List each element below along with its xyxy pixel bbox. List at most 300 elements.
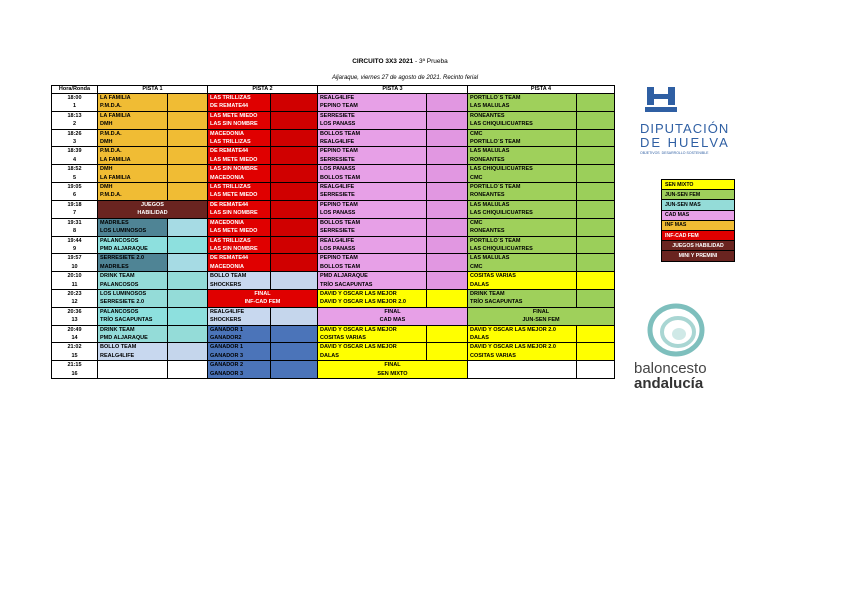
schedule-table [51,85,615,379]
pista-2-team: INF-CAD FEM [208,298,318,307]
round-number: 8 [52,227,98,236]
table-row [52,191,615,200]
pista-4-team: PORTILLO´S TEAM [468,183,577,192]
pista-2-result [271,165,318,174]
pista-1-result [168,138,208,147]
pista-2-team: MACEDONIA [208,263,271,272]
table-row [52,316,615,325]
pista-2-team: GANADOR2 [208,334,271,343]
pista-3-result [427,183,468,192]
table-row [52,156,615,165]
table-row [52,129,615,138]
pista-3-team: REALG4LIFE [318,183,427,192]
pista-1-result [168,316,208,325]
pista-4-team: RONEANTES [468,191,577,200]
pista-4-team: JUN-SEN FEM [468,316,615,325]
round-number: 5 [52,174,98,183]
pista-1-team: LA FAMILIA [98,94,168,103]
pista-4-team: LAS CHIQUILICUATRES [468,120,577,129]
pista-4-team: CMC [468,174,577,183]
pista-4-result [577,174,615,183]
pista-4-team: LAS CHIQUILICUATRES [468,165,577,174]
table-row [52,120,615,129]
pista-4-team: LAS MALULAS [468,102,577,111]
table-row [52,174,615,183]
pista-3-team: REALG4LIFE [318,94,427,103]
pista-2-result [271,334,318,343]
table-row [52,111,615,120]
pista-4-result [577,111,615,120]
pista-1-result [168,370,208,379]
pista-3-team: COSITAS VARIAS [318,334,427,343]
pista-1-team: DRINK TEAM [98,325,168,334]
table-row [52,138,615,147]
legend-item [662,210,735,220]
pista-2-result [271,307,318,316]
pista-2-team: FINAL [208,289,318,298]
header-pista-4: PISTA 4 [468,86,615,94]
round-number: 6 [52,191,98,200]
pista-3-result [427,129,468,138]
round-number: 1 [52,102,98,111]
pista-1-team: DRINK TEAM [98,272,168,281]
pista-1-team: P.M.D.A. [98,147,168,156]
pista-3-result [427,174,468,183]
legend-label: SEN MIXTO [662,180,735,190]
pista-4-team: DALAS [468,334,577,343]
pista-1-result [168,147,208,156]
pista-1-team: TRÍO SACAPUNTAS [98,316,168,325]
pista-2-team: GANADOR 3 [208,352,271,361]
pista-3-team: LOS PANASS [318,209,427,218]
pista-1-team: SERRESIETE 2.0 [98,298,168,307]
table-row [52,343,615,352]
pista-2-result [271,156,318,165]
pista-1-team: DMH [98,165,168,174]
pista-2-team: MACEDONIA [208,218,271,227]
legend-item [662,241,735,251]
pista-2-result [271,227,318,236]
pista-2-team: LAS SIN NOMBRE [208,245,271,254]
pista-1-result [168,102,208,111]
pista-3-team: DAVID Y OSCAR LAS MEJOR 2.0 [318,298,427,307]
diputacion-huelva-logo [640,85,740,160]
pista-2-result [271,325,318,334]
pista-1-result [168,156,208,165]
pista-4-result [577,343,615,352]
table-row [52,245,615,254]
pista-2-team: DE REMATE44 [208,254,271,263]
round-number: 11 [52,281,98,290]
pista-3-result [427,334,468,343]
pista-4-result [577,263,615,272]
pista-1-team [98,370,168,379]
header-pista-3: PISTA 3 [318,86,468,94]
round-time: 19:05 [52,183,98,192]
baloncesto-andalucia-logo [628,300,738,400]
pista-3-team: LOS PANASS [318,165,427,174]
table-row [52,325,615,334]
pista-1-team: DMH [98,183,168,192]
round-number: 7 [52,209,98,218]
pista-4-team: COSITAS VARIAS [468,272,577,281]
header-time: Hora/Ronda [52,86,98,94]
h-logo-icon [645,85,677,113]
pista-2-team: BOLLO TEAM [208,272,271,281]
pista-3-result [427,94,468,103]
pista-1-team: JUEGOS [98,200,208,209]
round-time: 19:31 [52,218,98,227]
pista-1-team: LA FAMILIA [98,111,168,120]
table-row [52,254,615,263]
pista-4-result [577,254,615,263]
pista-4-team: CMC [468,263,577,272]
logo-text-2: andalucía [634,375,704,392]
pista-3-result [427,200,468,209]
round-time: 18:26 [52,129,98,138]
pista-4-team: LAS MALULAS [468,200,577,209]
pista-3-result [427,147,468,156]
pista-1-result [168,254,208,263]
pista-4-result [577,94,615,103]
pista-1-result [168,227,208,236]
pista-3-result [427,236,468,245]
round-time: 20:10 [52,272,98,281]
pista-2-result [271,138,318,147]
pista-2-team: MACEDONIA [208,174,271,183]
pista-3-team: DAVID Y OSCAR LAS MEJOR [318,289,427,298]
pista-2-result [271,129,318,138]
pista-2-result [271,209,318,218]
pista-1-result [168,191,208,200]
pista-4-result [577,370,615,379]
table-row [52,147,615,156]
pista-2-result [271,352,318,361]
pista-4-team: DALAS [468,281,577,290]
header-pista-1: PISTA 1 [98,86,208,94]
pista-3-team: BOLLOS TEAM [318,218,427,227]
pista-3-result [427,156,468,165]
legend-item [662,220,735,230]
pista-2-team: DE REMATE44 [208,147,271,156]
table-row [52,200,615,209]
round-time: 20:49 [52,325,98,334]
pista-3-team: FINAL [318,307,468,316]
pista-3-team: FINAL [318,361,468,370]
pista-3-result [427,343,468,352]
round-number: 9 [52,245,98,254]
pista-2-result [271,370,318,379]
pista-2-team: MACEDONIA [208,129,271,138]
pista-4-result [577,138,615,147]
pista-4-team: TRÍO SACAPUNTAS [468,298,577,307]
legend-label: INF-CAD FEM [662,230,735,240]
pista-3-team: PEPINO TEAM [318,147,427,156]
pista-2-result [271,245,318,254]
pista-4-team: COSITAS VARIAS [468,352,577,361]
pista-1-team: P.M.D.A. [98,191,168,200]
pista-4-team: PORTILLO´S TEAM [468,94,577,103]
table-row [52,352,615,361]
pista-4-result [577,120,615,129]
pista-2-team: GANADOR 1 [208,343,271,352]
pista-1-result [168,94,208,103]
pista-1-team: LA FAMILIA [98,174,168,183]
pista-2-result [271,236,318,245]
pista-3-team: BOLLOS TEAM [318,129,427,138]
pista-2-team: LAS SIN NOMBRE [208,165,271,174]
pista-3-result [427,138,468,147]
pista-2-result [271,174,318,183]
pista-2-result [271,200,318,209]
pista-3-team: DAVID Y OSCAR LAS MEJOR [318,325,427,334]
logo-line-2: DE HUELVA [640,135,730,150]
pista-1-result [168,361,208,370]
pista-4-result [577,102,615,111]
pista-1-result [168,111,208,120]
pista-3-result [427,191,468,200]
pista-1-team [98,361,168,370]
pista-4-team: LAS MALULAS [468,147,577,156]
table-row [52,94,615,103]
pista-4-team: PORTILLO´S TEAM [468,236,577,245]
pista-2-team: DE REMATE44 [208,200,271,209]
pista-2-team: SHOCKERS [208,316,271,325]
round-number: 2 [52,120,98,129]
pista-1-team: LOS LUMINOSOS [98,289,168,298]
pista-2-result [271,316,318,325]
pista-3-team: DALAS [318,352,427,361]
pista-2-result [271,120,318,129]
pista-1-result [168,325,208,334]
pista-1-team: PMD ALJARAQUE [98,245,168,254]
pista-2-result [271,191,318,200]
pista-2-team: LAS METE MIEDO [208,191,271,200]
pista-2-team: GANADOR 1 [208,325,271,334]
pista-2-result [271,111,318,120]
round-time: 21:15 [52,361,98,370]
pista-2-team: LAS TRILLIZAS [208,183,271,192]
legend-label: JUEGOS HABILIDAD [662,241,735,251]
pista-2-result [271,272,318,281]
pista-2-result [271,183,318,192]
table-row [52,218,615,227]
pista-4-team [468,370,577,379]
logo-text-1: baloncesto [634,360,707,377]
pista-1-team: DMH [98,138,168,147]
round-time: 18:39 [52,147,98,156]
pista-3-team: TRÍO SACAPUNTAS [318,281,427,290]
round-number: 12 [52,298,98,307]
pista-4-result [577,200,615,209]
pista-3-result [427,111,468,120]
pista-2-team: LAS METE MIEDO [208,227,271,236]
pista-1-team: LA FAMILIA [98,156,168,165]
round-time: 18:52 [52,165,98,174]
logo-line-3: OBJETIVOS DESARROLLO SOSTENIBLE [640,151,709,155]
pista-4-result [577,218,615,227]
pista-2-team: LAS METE MIEDO [208,111,271,120]
round-number: 13 [52,316,98,325]
page-title: CIRCUITO 3X3 2021 - 3ª Prueba [352,58,448,65]
pista-4-result [577,147,615,156]
pista-3-team: SERRESIETE [318,227,427,236]
pista-1-team: PALANCOSOS [98,281,168,290]
table-row [52,334,615,343]
pista-2-result [271,263,318,272]
pista-4-team: RONEANTES [468,111,577,120]
pista-1-result [168,129,208,138]
pista-3-result [427,227,468,236]
pista-4-result [577,298,615,307]
pista-2-result [271,218,318,227]
round-time: 20:36 [52,307,98,316]
pista-2-result [271,361,318,370]
legend-item [662,230,735,240]
legend-label: INF MAS [662,220,735,230]
table-row [52,281,615,290]
pista-4-result [577,236,615,245]
pista-2-result [271,343,318,352]
round-time: 21:02 [52,343,98,352]
pista-2-team: GANADOR 3 [208,370,271,379]
pista-3-team: LOS PANASS [318,245,427,254]
round-time: 18:00 [52,94,98,103]
round-time: 19:57 [52,254,98,263]
pista-3-team: SERRESIETE [318,111,427,120]
pista-3-result [427,281,468,290]
pista-1-result [168,307,208,316]
round-time: 19:44 [52,236,98,245]
pista-1-result [168,298,208,307]
pista-4-team: RONEANTES [468,156,577,165]
pista-1-team: P.M.D.A. [98,102,168,111]
pista-3-team: SEN MIXTO [318,370,468,379]
logo-line-1: DIPUTACIÓN [640,121,730,136]
pista-1-team: MADRILES [98,263,168,272]
pista-1-result [168,281,208,290]
pista-1-result [168,263,208,272]
pista-3-result [427,352,468,361]
legend-item [662,180,735,190]
header-row [52,86,615,94]
pista-3-team: DAVID Y OSCAR LAS MEJOR [318,343,427,352]
pista-3-team: SERRESIETE [318,191,427,200]
pista-1-team: PMD ALJARAQUE [98,334,168,343]
pista-4-result [577,361,615,370]
pista-4-team: DAVID Y OSCAR LAS MEJOR 2.0 [468,325,577,334]
schedule-body [52,94,615,379]
table-row [52,165,615,174]
table-row [52,289,615,298]
pista-4-result [577,227,615,236]
pista-1-team: PALANCOSOS [98,236,168,245]
pista-4-team: LAS MALULAS [468,254,577,263]
pista-3-team: PMD ALJARAQUE [318,272,427,281]
pista-3-result [427,209,468,218]
pista-4-result [577,289,615,298]
pista-2-result [271,94,318,103]
table-row [52,370,615,379]
table-row [52,183,615,192]
pista-2-team: REALG4LIFE [208,307,271,316]
pista-3-result [427,245,468,254]
pista-1-result [168,272,208,281]
pista-4-result [577,129,615,138]
table-row [52,102,615,111]
pista-2-result [271,147,318,156]
round-number: 16 [52,370,98,379]
pista-2-team: DE REMATE44 [208,102,271,111]
header-pista-2: PISTA 2 [208,86,318,94]
pista-4-team: DRINK TEAM [468,289,577,298]
color-legend [661,179,735,262]
pista-1-result [168,334,208,343]
legend-label: JUN-SEN FEM [662,190,735,200]
pista-3-result [427,102,468,111]
pista-1-team: REALG4LIFE [98,352,168,361]
pista-2-team: LAS SIN NOMBRE [208,209,271,218]
pista-2-team: LAS METE MIEDO [208,156,271,165]
pista-1-result [168,289,208,298]
pista-2-team: LAS TRILLIZAS [208,138,271,147]
pista-1-result [168,218,208,227]
pista-4-team: PORTILLO´S TEAM [468,138,577,147]
pista-4-result [577,191,615,200]
pista-3-team: CAD MAS [318,316,468,325]
pista-3-team: PEPINO TEAM [318,200,427,209]
pista-4-result [577,156,615,165]
pista-3-result [427,325,468,334]
pista-1-result [168,343,208,352]
pista-1-team: DMH [98,120,168,129]
legend-label: JUN-SEN MAS [662,200,735,210]
pista-1-result [168,236,208,245]
pista-4-team: DAVID Y OSCAR LAS MEJOR 2.0 [468,343,577,352]
legend-label: MINI Y PREMINI [662,251,735,261]
pista-3-team: REALG4LIFE [318,138,427,147]
pista-3-team: REALG4LIFE [318,236,427,245]
pista-1-team: P.M.D.A. [98,129,168,138]
round-time: 19:18 [52,200,98,209]
table-row [52,361,615,370]
table-row [52,272,615,281]
pista-4-result [577,245,615,254]
pista-1-team: PALANCOSOS [98,307,168,316]
pista-3-result [427,263,468,272]
pista-3-result [427,254,468,263]
pista-4-team [468,361,577,370]
round-number: 14 [52,334,98,343]
table-row [52,227,615,236]
pista-1-result [168,352,208,361]
pista-1-team: MADRILES [98,218,168,227]
pista-2-team: LAS TRILLIZAS [208,94,271,103]
pista-4-team: CMC [468,218,577,227]
pista-1-result [168,183,208,192]
pista-2-result [271,254,318,263]
pista-3-team: SERRESIETE [318,156,427,165]
pista-1-team: LOS LUMINOSOS [98,227,168,236]
pista-4-team: LAS CHIQUILICUATRES [468,245,577,254]
pista-2-team: LAS SIN NOMBRE [208,120,271,129]
pista-4-team: LAS CHIQUILICUATRES [468,209,577,218]
pista-3-result [427,272,468,281]
pista-2-result [271,281,318,290]
table-row [52,298,615,307]
pista-1-team: HABILIDAD [98,209,208,218]
legend-item [662,200,735,210]
